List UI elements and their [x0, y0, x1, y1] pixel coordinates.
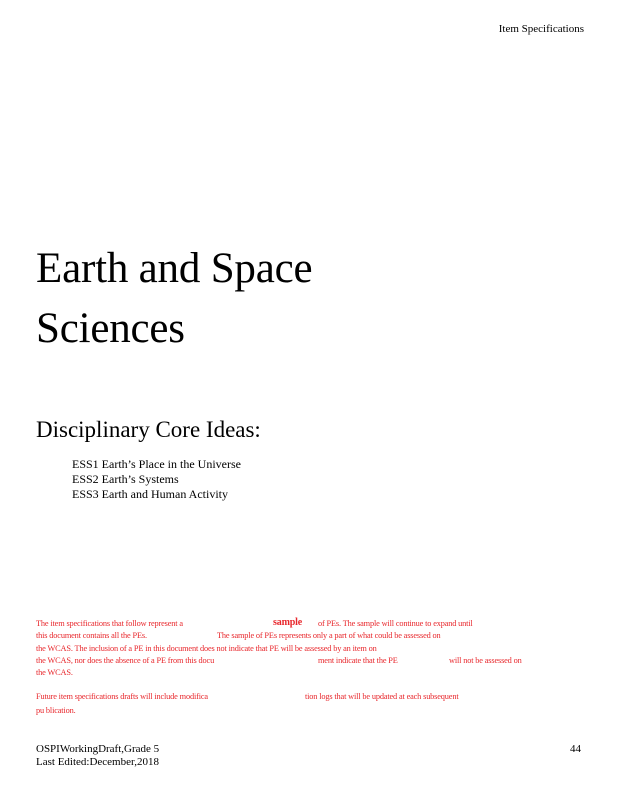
list-item-label: ESS2 Earth’s Systems: [72, 472, 179, 486]
list-item: [50, 457, 241, 472]
page-title-line-1: Earth and Space: [36, 245, 313, 292]
footer-info: [36, 743, 159, 769]
footer-last-edited: Last Edited:December,2018: [36, 756, 159, 768]
note-p2-line1b: tion logs that will be updated at each subsequent: [305, 692, 459, 701]
note-p1-line3: the WCAS. The inclusion of a PE in this document does not indicate that PE will be assessed by an item on: [36, 644, 377, 653]
section-heading: Disciplinary Core Ideas:: [36, 417, 261, 442]
note-emphasis: [273, 617, 302, 628]
list-item: [50, 472, 241, 487]
page-number: 44: [570, 743, 581, 755]
page-title-line-2: Sciences: [36, 305, 185, 352]
list-item: [50, 487, 241, 502]
note-p2-line1a: Future item specifications drafts will include modifica: [36, 692, 208, 701]
note-p1-line1c: of PEs. The sample will continue to expand until: [318, 619, 473, 628]
core-ideas-list: [50, 457, 241, 502]
note-p1-line4b: ment indicate that the PE: [318, 656, 398, 665]
footer-draft-label: OSPIWorkingDraft,Grade 5: [36, 743, 160, 755]
note-p1-line2a: this document contains all the PEs.: [36, 631, 147, 640]
note-p1-line4a: the WCAS, nor does the absence of a PE from this docu: [36, 656, 215, 665]
note-sample-word: sample: [273, 617, 303, 628]
note-p1-line2b: The sample of PEs represents only a part of what could be assessed on: [217, 631, 441, 640]
note-p1-line5: the WCAS.: [36, 668, 73, 677]
note-p1-line1a: The item specifications that follow represent a: [36, 619, 183, 628]
note-p1-line4c: will not be assessed on: [449, 656, 522, 665]
list-item-label: ESS1 Earth’s Place in the Universe: [72, 457, 241, 471]
list-item-label: ESS3 Earth and Human Activity: [72, 487, 228, 501]
note-p2-line2: pu blication.: [36, 706, 76, 715]
running-header: Item Specifications: [498, 23, 584, 35]
